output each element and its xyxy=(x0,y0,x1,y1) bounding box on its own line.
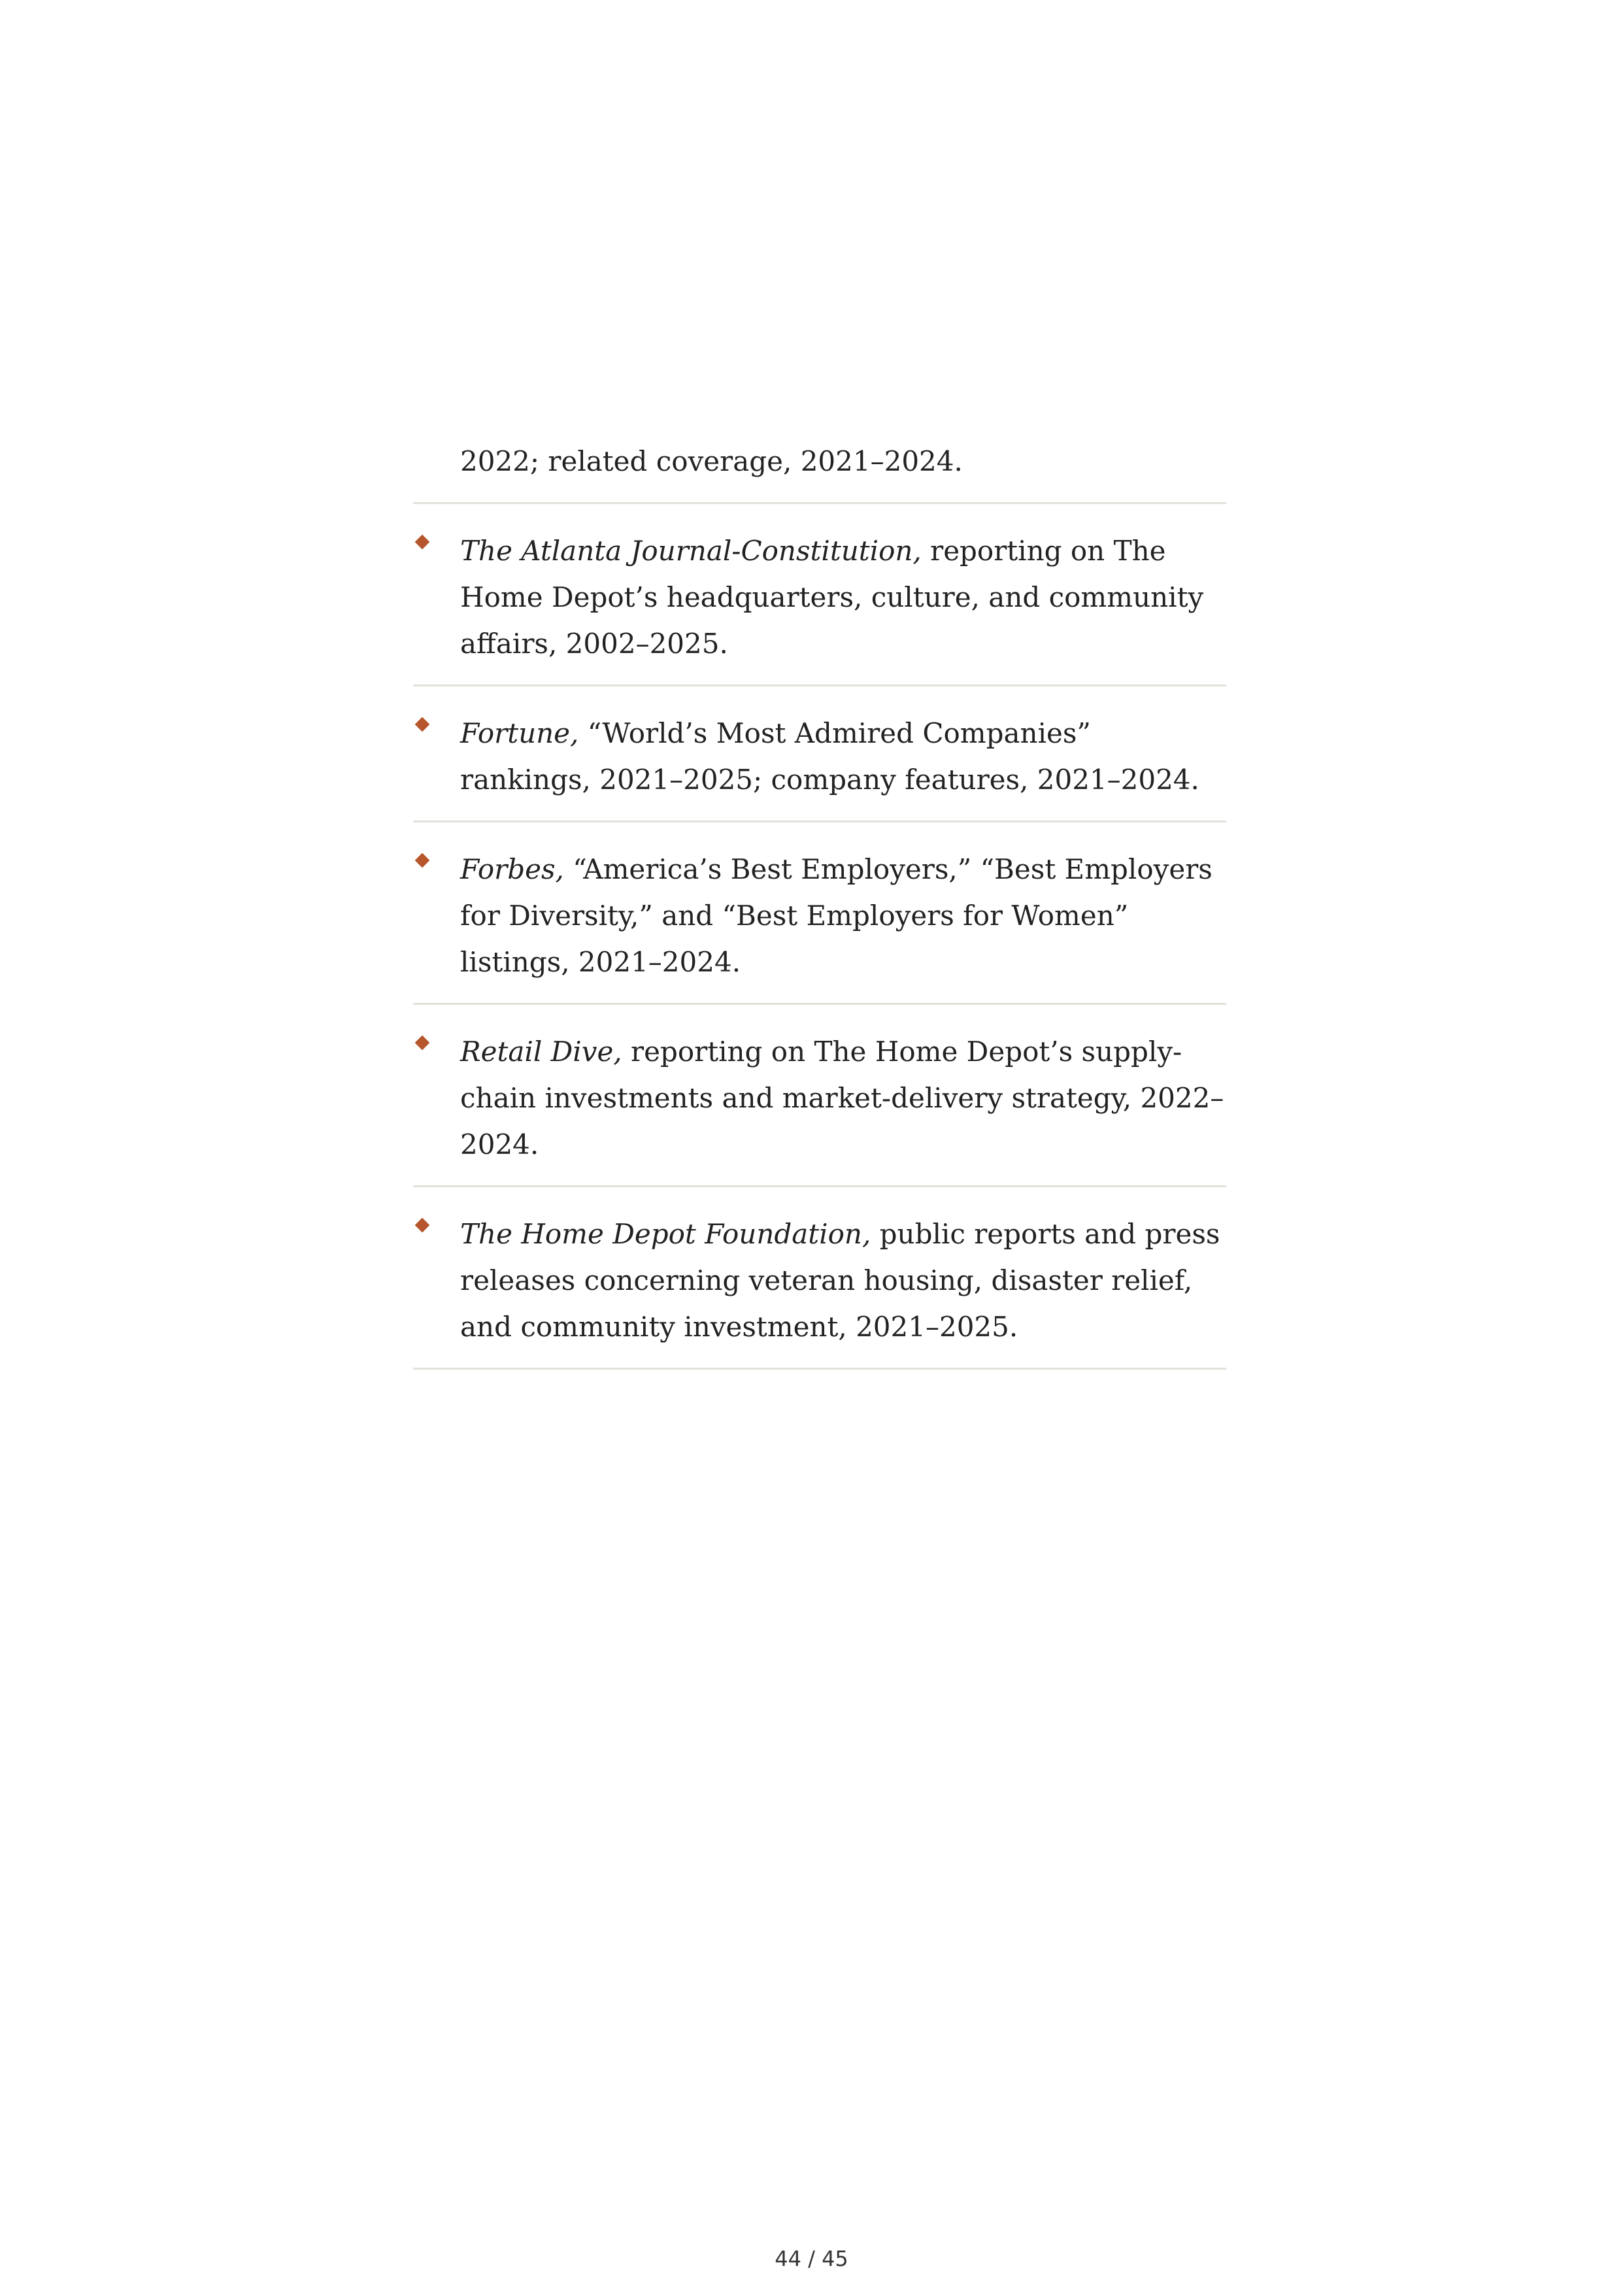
list-item xyxy=(413,1005,1226,1187)
item-text: public reports and press releases concerning veteran housing, disaster relief, and community investment, 2021–2025. xyxy=(460,1218,1220,1343)
diamond-bullet-icon xyxy=(415,1036,430,1051)
carry-over-text: 2022; related coverage, 2021–2024. xyxy=(413,430,1226,504)
diamond-bullet-icon xyxy=(415,717,430,732)
list-item xyxy=(413,686,1226,822)
item-text: reporting on The Home Depot’s supply-chain investments and market-delivery strategy, 2022–2024. xyxy=(460,1036,1224,1160)
item-text: reporting on The Home Depot’s headquarters, culture, and community affairs, 2002–2025. xyxy=(460,535,1204,660)
reference-list xyxy=(413,430,1226,1370)
item-text: “World’s Most Admired Companies” rankings, 2021–2025; company features, 2021–2024. xyxy=(460,717,1199,796)
source-title: Forbes, xyxy=(460,853,564,885)
list-item xyxy=(413,822,1226,1005)
source-title: Retail Dive, xyxy=(460,1036,622,1068)
diamond-bullet-icon xyxy=(415,853,430,868)
source-title: The Home Depot Foundation, xyxy=(460,1218,871,1250)
diamond-bullet-icon xyxy=(415,535,430,550)
source-title: The Atlanta Journal-Constitution, xyxy=(460,535,922,567)
list-item xyxy=(413,504,1226,686)
page-number: 44 / 45 xyxy=(775,2246,848,2271)
item-text: “America’s Best Employers,” “Best Employers for Diversity,” and “Best Employers for Women” listings, 2021–2024. xyxy=(460,853,1213,978)
source-title: Fortune, xyxy=(460,717,579,749)
list-item xyxy=(413,1187,1226,1370)
diamond-bullet-icon xyxy=(415,1218,430,1233)
